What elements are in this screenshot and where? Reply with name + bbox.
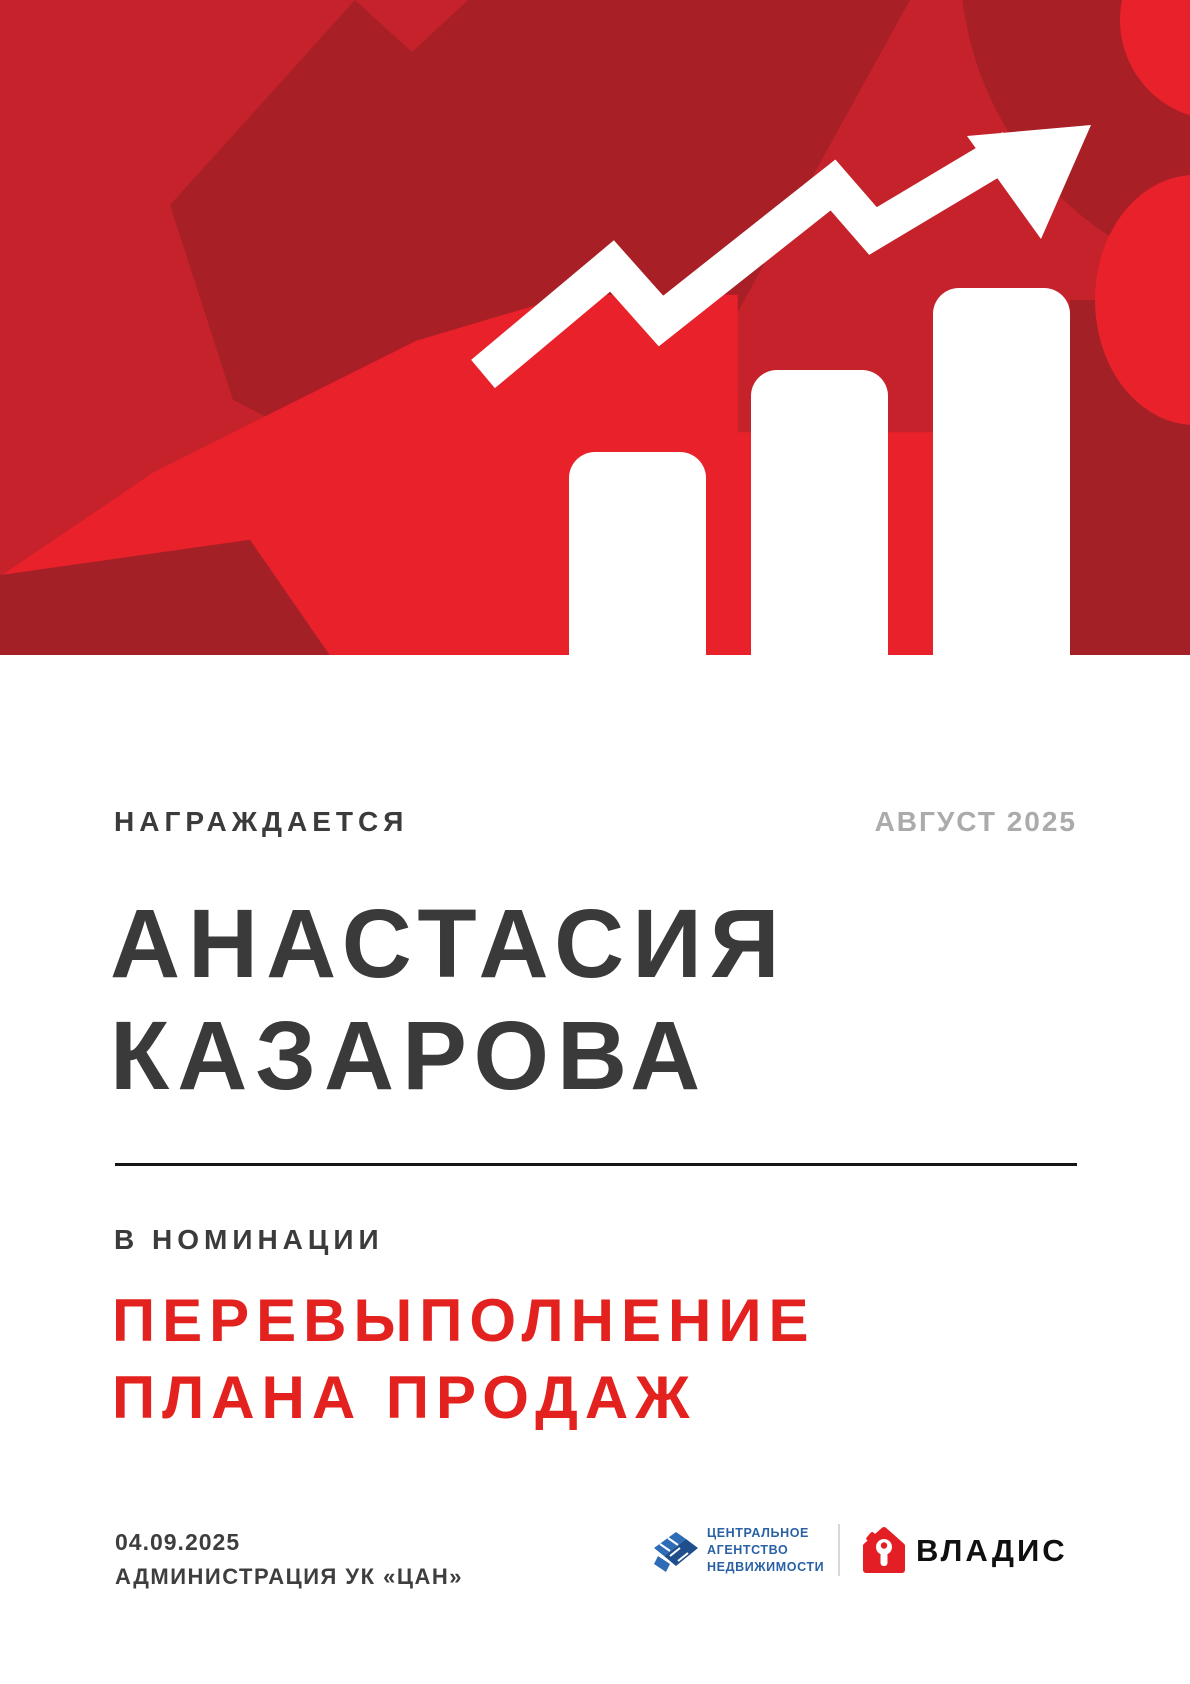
nomination-title [112,1282,815,1436]
nomination-title-line1: ПЕРЕВЫПОЛНЕНИЕ [112,1287,816,1354]
recipient-first-name: АНАСТАСИЯ [110,889,788,998]
horizontal-divider [115,1163,1077,1166]
growth-arrow-icon [0,0,1190,655]
vladis-logo-text: ВЛАДИС [916,1533,1068,1568]
nomination-label: В НОМИНАЦИИ [114,1224,384,1255]
can-logo-text [707,1525,824,1576]
can-map-icon [650,1526,702,1578]
recipient-last-name: КАЗАРОВА [110,1001,709,1110]
footer-logo-divider [838,1524,840,1576]
recipient-name [110,888,788,1112]
can-agency-logo [650,1522,825,1584]
issue-date: 04.09.2025 [115,1529,241,1555]
month-label: АВГУСТ 2025 [874,806,1077,837]
awarded-label: НАГРАЖДАЕТСЯ [114,806,409,837]
vladis-house-icon [858,1524,910,1576]
issuer-name: АДМИНИСТРАЦИЯ УК «ЦАН» [115,1564,463,1589]
nomination-title-line2: ПЛАНА ПРОДАЖ [112,1364,697,1431]
can-logo-line1: ЦЕНТРАЛЬНОЕ [707,1526,809,1540]
can-logo-line3: НЕДВИЖИМОСТИ [707,1560,825,1574]
hero-banner [0,0,1190,655]
vladis-logo [858,1522,1088,1580]
can-logo-line2: АГЕНТСТВО [707,1543,789,1557]
